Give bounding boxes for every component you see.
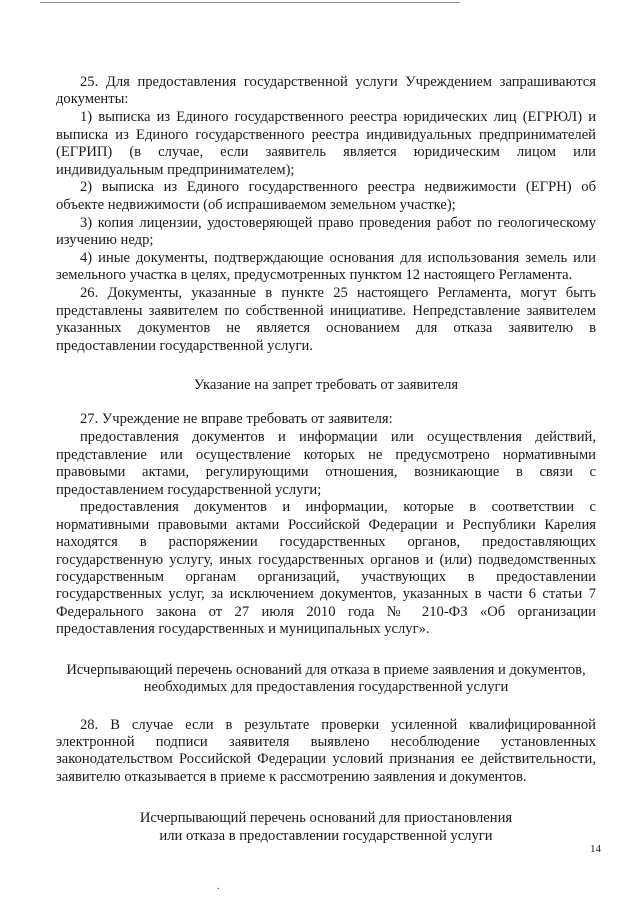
heading-prohibition: Указание на запрет требовать от заявителя [193,377,459,393]
heading-refusal-reception [56,662,596,697]
paragraph-28: 28. В случае если в результате проверки усиленной квалифицированной электронной подписи заявителя выявлено несоблюдение установленных законодательством Российской Федерации условий признания ее действительности, заявителю отказывается в приеме к рассмотрению заявления и документов. [56,716,596,785]
list-item-license: 3) копия лицензии, удостоверяющей право проведения работ по геологическому изучению недр; [56,214,596,249]
paragraph-27-item-1: предоставления документов и информации или осуществления действий, представление или осуществление которых не предусмотрено нормативными правовыми актами, регулирующими отношения, возникающие в связи с предоставлением государственной услуги; [56,429,596,498]
paragraph-26: 26. Документы, указанные в пункте 25 настоящего Регламента, могут быть представлены заявителем по собственной инициативе. Непредставление заявителем указанных документов не является основанием для отказа заявителю в предоставлении государственной услуги. [56,285,596,354]
heading-suspension [56,810,596,845]
heading-suspension-line-2: или отказа в предоставлении государственной услуги [159,827,493,844]
heading-suspension-line-1: Исчерпывающий перечень оснований для приостановления [139,810,513,827]
list-item-egrn: 2) выписка из Единого государственного реестра недвижимости (ЕГРН) об объекте недвижимости (об испрашиваемом земельном участке); [56,179,596,213]
page-number: 14 [590,843,601,855]
heading-refusal-reception-line-1: Исчерпывающий перечень оснований для отказа в приеме заявления и документов, [66,661,586,678]
paragraph-27-item-2: предоставления документов и информации, которые в соответствии с нормативными правовыми актами Российской Федерации и Республики Карелия находятся в распоряжении государственных органов, предоставляющих государственную услугу, иных государственных органов и (или) подведомственных государственным органам организаций, участвующих в предоставлении государственных услуг, за исключением документов, указанных в части 6 статьи 7 Федерального закона от 27 июля 2010 года № 210-ФЗ «Об организации предоставления государственных и муниципальных услуг». [56,499,596,638]
list-item-egrul-egrip: 1) выписка из Единого государственного реестра юридических лиц (ЕГРЮЛ) и выписка из Единого государственного реестра индивидуальных предпринимателей (ЕГРИП) (в случае, если заявитель является юридическим лицом или индивидуальным предпринимателем); [56,109,596,178]
stray-mark: . [217,881,220,892]
list-item-other-documents: 4) иные документы, подтверждающие основания для использования земель или земельного участка в целях, предусмотренных пунктом 12 настоящего Регламента. [56,250,596,284]
paragraph-25-intro: 25. Для предоставления государственной услуги Учреждением запрашиваются документы: [56,74,596,108]
paragraph-27-intro: 27. Учреждение не вправе требовать от заявителя: [80,411,393,428]
heading-refusal-reception-line-2: необходимых для предоставления государственной услуги [143,679,509,696]
document-body [56,74,596,845]
top-edge-line [40,2,460,3]
